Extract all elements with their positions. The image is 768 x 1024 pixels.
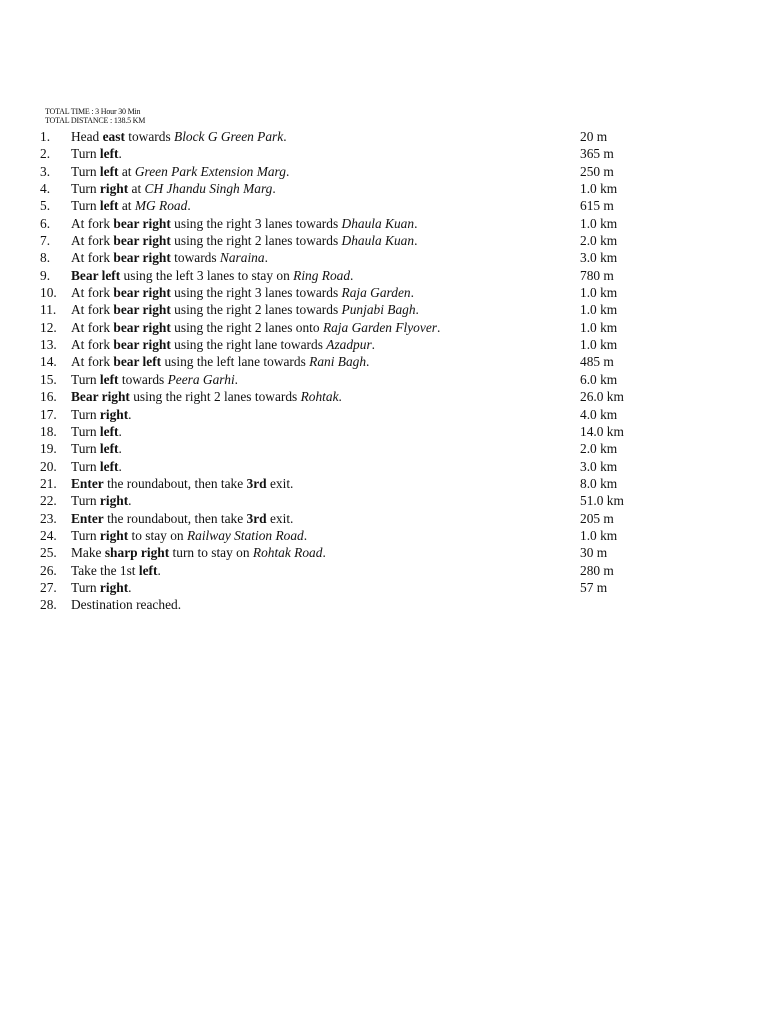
step-distance: 1.0 km [580,337,618,353]
step-number: 7. [40,233,51,249]
step-number: 1. [40,129,51,144]
step-number: 10. [40,285,57,301]
instruction-text: At fork [71,215,114,231]
instruction-text: using the right 3 lanes towards [170,285,342,301]
direction-step [40,527,740,544]
instruction-text: Turn [71,441,100,457]
maneuver-text: left [138,562,158,578]
maneuver-text: right [99,493,129,509]
direction-step [40,145,740,162]
step-instruction [71,579,580,596]
place-name: Azadpur [326,337,372,353]
instruction-text: . [322,545,326,561]
instruction-text: Turn [71,423,100,439]
step-instruction [71,406,580,423]
instruction-text: . [157,562,161,578]
step-instruction [71,215,580,232]
step-distance: 485 m [580,354,614,370]
step-instruction [71,319,580,336]
total-distance: TOTAL DISTANCE : 138.5 KM [45,116,146,125]
place-name: CH Jhandu Singh Marg [144,181,273,197]
maneuver-text: left [99,163,119,179]
direction-step [40,249,740,266]
step-number: 9. [40,267,51,283]
place-name: Raja Garden [341,285,411,301]
step-distance: 51.0 km [580,493,624,509]
maneuver-text: Enter [71,475,104,491]
step-number: 27. [40,579,57,595]
instruction-text: . [366,354,370,370]
direction-step [40,475,740,492]
direction-step [40,215,740,232]
direction-step [40,562,740,579]
step-instruction [71,510,580,527]
direction-step [40,353,740,370]
instruction-text: . [436,319,441,335]
direction-step [40,267,740,284]
instruction-text: . [410,285,414,301]
maneuver-text: bear right [113,250,171,266]
direction-step [40,163,740,180]
maneuver-text: bear right [113,285,171,301]
step-distance: 1.0 km [580,302,618,318]
instruction-text: . [128,493,132,509]
step-number: 17. [40,406,57,422]
instruction-text: Turn [71,163,100,179]
instruction-text: at [128,181,145,197]
step-distance: 3.0 km [580,458,618,474]
step-instruction [71,371,580,388]
maneuver-text: 3rd [246,510,267,526]
step-number: 3. [40,163,51,179]
place-name: MG Road [134,198,188,214]
place-name: Punjabi Bagh [341,302,416,318]
step-number: 4. [40,181,51,197]
direction-step [40,284,740,301]
step-distance: 250 m [580,163,614,179]
instruction-text: towards [124,129,175,144]
place-name: Ring Road [293,267,351,283]
step-instruction [71,388,580,405]
instruction-text: towards [170,250,220,266]
instruction-text: . [414,215,418,231]
step-distance: 26.0 km [580,389,624,405]
step-instruction [71,197,580,214]
step-instruction [71,301,580,318]
instruction-text: to stay on [128,527,187,543]
direction-step [40,579,740,596]
step-instruction [71,145,580,162]
step-number: 6. [40,215,51,231]
step-instruction [71,128,580,145]
instruction-text: using the right 2 lanes towards [170,302,342,318]
instruction-text: Turn [71,371,100,387]
step-distance: 365 m [580,146,614,162]
instruction-text: . [272,181,276,197]
step-instruction [71,458,580,475]
place-name: Peera Garhi [167,371,235,387]
step-instruction [71,249,580,266]
instruction-text: . [414,233,418,249]
step-instruction [71,232,580,249]
step-number: 23. [40,510,57,526]
directions-list [40,128,740,614]
place-name: Block G Green Park [174,129,284,144]
step-number: 11. [40,302,57,318]
step-number: 18. [40,423,57,439]
instruction-text: At fork [71,250,114,266]
step-number: 26. [40,562,57,578]
step-instruction [71,562,580,579]
maneuver-text: right [99,579,129,595]
instruction-text: . [371,337,376,353]
step-distance: 4.0 km [580,406,618,422]
direction-step [40,510,740,527]
instruction-text: At fork [71,302,114,318]
place-name: Railway Station Road [186,527,304,543]
instruction-text: . [118,423,122,439]
instruction-text: Turn [71,146,100,162]
maneuver-text: bear right [113,319,171,335]
instruction-text: the roundabout, then take [103,510,247,526]
step-number: 5. [40,198,51,214]
instruction-text: At fork [71,233,114,249]
direction-step [40,232,740,249]
direction-step [40,406,740,423]
step-distance: 1.0 km [580,527,618,543]
maneuver-text: right [99,406,129,422]
maneuver-text: left [99,371,119,387]
instruction-text: the roundabout, then take [103,475,247,491]
direction-step [40,544,740,561]
direction-step [40,301,740,318]
instruction-text: At fork [71,354,114,370]
place-name: Rohtak [300,389,339,405]
instruction-text: using the left 3 lanes to stay on [120,267,294,283]
instruction-text: towards [118,371,168,387]
instruction-text: . [128,406,132,422]
maneuver-text: Enter [71,510,104,526]
step-number: 21. [40,475,57,491]
step-instruction [71,475,580,492]
instruction-text: using the right 2 lanes towards [129,389,301,405]
step-instruction [71,423,580,440]
step-distance: 280 m [580,562,614,578]
step-distance: 780 m [580,267,614,283]
instruction-text: . [285,163,290,179]
step-number: 20. [40,458,57,474]
step-number: 13. [40,337,57,353]
direction-step [40,596,740,613]
step-instruction [71,180,580,197]
maneuver-text: bear right [113,302,171,318]
instruction-text: Turn [71,493,100,509]
instruction-text: . [350,267,354,283]
step-distance: 6.0 km [580,371,618,387]
maneuver-text: left [99,146,119,162]
maneuver-text: left [99,458,119,474]
instruction-text: Destination reached. [71,597,182,613]
instruction-text: . [118,441,122,457]
step-number: 12. [40,319,57,335]
instruction-text: . [338,389,342,405]
instruction-text: Turn [71,458,100,474]
step-instruction [71,284,580,301]
step-instruction [71,353,580,370]
instruction-text: using the right 2 lanes onto [170,319,323,335]
instruction-text: . [128,579,132,595]
instruction-text: Turn [71,198,100,214]
maneuver-text: bear right [113,215,171,231]
direction-step [40,128,740,145]
step-number: 15. [40,371,57,387]
maneuver-text: Bear right [71,389,130,405]
step-number: 14. [40,354,57,370]
instruction-text: Head [71,129,103,144]
step-number: 19. [40,441,57,457]
instruction-text: . [234,371,239,387]
instruction-text: Turn [71,406,100,422]
maneuver-text: Bear left [71,267,121,283]
route-summary [45,107,145,125]
step-distance: 1.0 km [580,285,618,301]
step-instruction [71,336,580,353]
step-instruction [71,492,580,509]
step-number: 22. [40,493,57,509]
place-name: Naraina [219,250,265,266]
step-distance: 20 m [580,129,608,144]
place-name: Green Park Extension Marg [134,163,286,179]
maneuver-text: bear right [113,337,171,353]
step-instruction [71,163,580,180]
instruction-text: . [303,527,308,543]
direction-step [40,423,740,440]
step-number: 8. [40,250,51,266]
direction-step [40,180,740,197]
step-number: 2. [40,146,51,162]
maneuver-text: right [99,181,129,197]
instruction-text: At fork [71,285,114,301]
maneuver-text: left [99,423,119,439]
direction-step [40,371,740,388]
step-distance: 30 m [580,545,608,561]
instruction-text: Turn [71,579,100,595]
maneuver-text: east [102,129,125,144]
step-distance: 1.0 km [580,215,618,231]
place-name: Rohtak Road [252,545,323,561]
instruction-text: . [415,302,419,318]
direction-step [40,458,740,475]
instruction-text: at [118,198,135,214]
step-instruction [71,527,580,544]
instruction-text: Turn [71,527,100,543]
step-distance: 205 m [580,510,614,526]
maneuver-text: left [99,198,119,214]
step-instruction [71,596,580,613]
step-instruction [71,544,580,561]
step-distance: 2.0 km [580,441,618,457]
direction-step [40,440,740,457]
instruction-text: Turn [71,181,100,197]
step-number: 25. [40,545,57,561]
step-distance: 1.0 km [580,181,618,197]
maneuver-text: sharp right [104,545,170,561]
maneuver-text: 3rd [246,475,267,491]
step-number: 28. [40,597,57,613]
maneuver-text: bear left [113,354,162,370]
step-distance: 2.0 km [580,233,618,249]
step-number: 16. [40,389,57,405]
step-distance: 1.0 km [580,319,618,335]
step-distance: 57 m [580,579,608,595]
direction-step [40,492,740,509]
instruction-text: exit. [266,510,294,526]
instruction-text: using the left lane towards [161,354,310,370]
instruction-text: . [187,198,191,214]
step-distance: 8.0 km [580,475,618,491]
maneuver-text: bear right [113,233,171,249]
direction-step [40,319,740,336]
instruction-text: using the right 3 lanes towards [170,215,342,231]
step-instruction [71,267,580,284]
instruction-text: using the right lane towards [170,337,327,353]
place-name: Rani Bagh [309,354,367,370]
instruction-text: . [264,250,268,266]
instruction-text: At fork [71,319,114,335]
instruction-text: turn to stay on [169,545,253,561]
step-instruction [71,440,580,457]
instruction-text: using the right 2 lanes towards [170,233,342,249]
direction-step [40,388,740,405]
direction-step [40,336,740,353]
instruction-text: exit. [266,475,294,491]
instruction-text: . [118,458,122,474]
step-distance: 615 m [580,198,614,214]
step-distance [580,596,740,613]
instruction-text: . [283,129,287,144]
direction-step [40,197,740,214]
place-name: Raja Garden Flyover [322,319,437,335]
step-distance: 3.0 km [580,250,618,266]
instruction-text: at [118,163,135,179]
instruction-text: . [118,146,122,162]
place-name: Dhaula Kuan [341,233,415,249]
maneuver-text: right [99,527,129,543]
step-number: 24. [40,527,57,543]
instruction-text: Take the 1st [71,562,139,578]
step-distance: 14.0 km [580,423,624,439]
maneuver-text: left [99,441,119,457]
place-name: Dhaula Kuan [341,215,415,231]
total-time: TOTAL TIME : 3 Hour 30 Min [45,107,141,116]
instruction-text: At fork [71,337,114,353]
instruction-text: Make [71,545,105,561]
